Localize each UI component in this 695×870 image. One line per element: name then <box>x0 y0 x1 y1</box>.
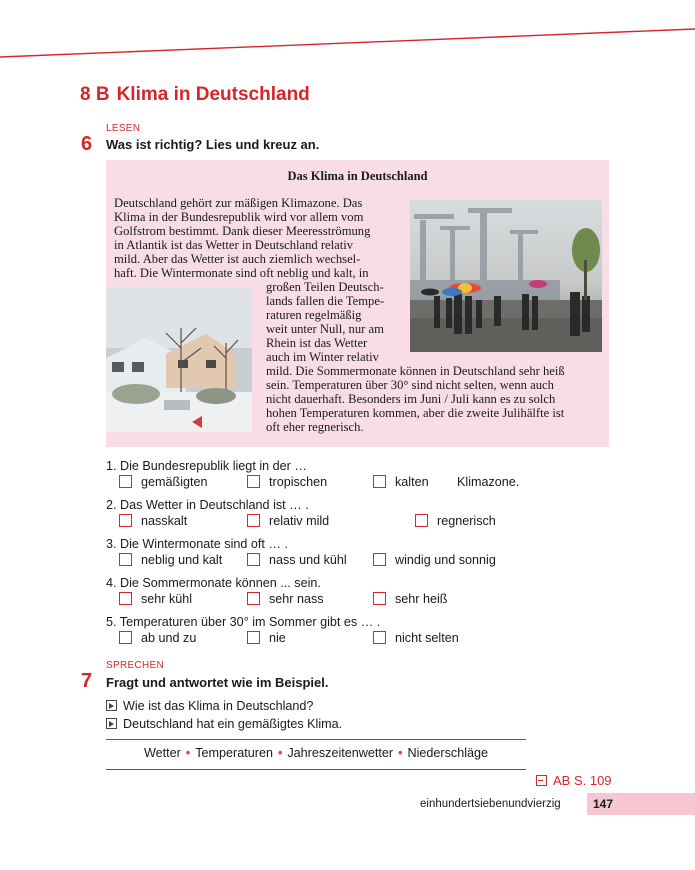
option-3c[interactable] <box>373 553 496 569</box>
bullet-icon: • <box>398 746 403 760</box>
arrow-box-icon <box>536 775 547 786</box>
text-line: oft eher regnerisch. <box>266 420 364 434</box>
option-label: sehr nass <box>269 592 324 606</box>
reading-title: Das Klima in Deutschland <box>287 169 428 183</box>
option-4b[interactable] <box>247 592 324 608</box>
option-1b[interactable] <box>247 475 327 491</box>
option-label: windig und sonnig <box>395 553 496 567</box>
checkbox[interactable] <box>373 592 386 605</box>
question-1-suffix: Klimazone. <box>457 475 520 489</box>
bullet-icon: • <box>277 746 283 760</box>
checkbox[interactable] <box>373 475 386 488</box>
option-label: sehr heiß <box>395 592 448 606</box>
word-bank <box>106 739 526 770</box>
text-line: in Atlantik ist das Wetter in Deutschland relativ <box>114 238 354 252</box>
question-3: 3. Die Wintermonate sind oft … . <box>106 537 288 551</box>
checkbox[interactable] <box>415 514 428 527</box>
option-label: neblig und kalt <box>141 553 223 567</box>
section-label-sprechen: SPRECHEN <box>106 660 164 671</box>
checkbox[interactable] <box>373 631 386 644</box>
word-item: Jahreszeitenwetter <box>287 746 394 760</box>
checkbox[interactable] <box>247 514 260 527</box>
text-line: lands fallen die Tempe- <box>266 294 385 308</box>
photo-snowy-street <box>106 288 252 432</box>
checkbox[interactable] <box>247 475 260 488</box>
checkbox[interactable] <box>119 631 132 644</box>
play-icon <box>106 718 117 729</box>
option-1a[interactable] <box>119 475 208 491</box>
photo-rainy-harbour <box>410 200 602 352</box>
unit-title <box>80 84 310 106</box>
page-number: 147 <box>593 797 614 811</box>
checkbox[interactable] <box>247 553 260 566</box>
option-label: sehr kühl <box>141 592 193 606</box>
text-line: Klima in der Bundesrepublik wird vor allem vom <box>114 210 364 224</box>
option-2a[interactable] <box>119 514 187 530</box>
text-line: großen Teilen Deutsch- <box>266 280 384 294</box>
option-label: kalten <box>395 475 429 489</box>
checkbox[interactable] <box>247 631 260 644</box>
exercise-number-7: 7 <box>81 670 93 692</box>
text-line: sein. Temperaturen über 30° sind nicht selten, wenn auch <box>266 378 554 392</box>
word-item: Niederschläge <box>407 746 489 760</box>
text-line: mild. Aber das Wetter ist auch ziemlich wechsel- <box>114 252 361 266</box>
example-answer-text: Deutschland hat ein gemäßigtes Klima. <box>123 717 343 731</box>
option-label: nicht selten <box>395 631 459 645</box>
option-3a[interactable] <box>119 553 222 569</box>
option-2b[interactable] <box>247 514 329 530</box>
text-line: mild. Die Sommermonate können in Deutschland sehr heiß <box>266 364 565 378</box>
unit-title-text: Klima in Deutschland <box>116 84 310 105</box>
text-line: auch im Winter relativ <box>266 350 379 364</box>
option-3b[interactable] <box>247 553 347 569</box>
play-icon <box>106 700 117 711</box>
question-1: 1. Die Bundesrepublik liegt in der … <box>106 459 307 473</box>
question-4: 4. Die Sommermonate können ... sein. <box>106 576 321 590</box>
text-line: Rhein ist das Wetter <box>266 336 368 350</box>
checkbox[interactable] <box>119 592 132 605</box>
option-5b[interactable] <box>247 631 286 647</box>
text-line: hohen Temperaturen kommen, aber die zweite Julihälfte ist <box>266 406 565 420</box>
workbook-reference <box>536 773 612 788</box>
checkbox[interactable] <box>373 553 386 566</box>
text-line: haft. Die Wintermonate sind oft neblig und kalt, in <box>114 266 369 280</box>
workbook-reference-text: AB S. 109 <box>553 773 612 788</box>
example-question-text: Wie ist das Klima in Deutschland? <box>123 699 314 713</box>
option-4a[interactable] <box>119 592 192 608</box>
header-rule <box>0 0 695 70</box>
exercise-number-6: 6 <box>81 133 93 155</box>
option-5c[interactable] <box>373 631 459 647</box>
text-line: nicht dauerhaft. Besonders im Juni / Juli kann es zu solch <box>266 392 556 406</box>
section-label-lesen: LESEN <box>106 123 141 134</box>
word-item: Wetter <box>143 746 181 760</box>
checkbox[interactable] <box>119 475 132 488</box>
option-label: regnerisch <box>437 514 496 528</box>
text-line: Deutschland gehört zur mäßigen Klimazone. Das <box>114 196 363 210</box>
option-label: nasskalt <box>141 514 188 528</box>
option-label: tropischen <box>269 475 328 489</box>
option-label: nass und kühl <box>269 553 347 567</box>
example-answer <box>106 717 342 731</box>
page-number-words: einhundertsiebenundvierzig <box>420 798 561 810</box>
example-question <box>106 699 313 713</box>
text-line: raturen regelmäßig <box>266 308 362 322</box>
exercise-7-instruction: Fragt und antwortet wie im Beispiel. <box>106 675 329 690</box>
text-line: Golfstrom bestimmt. Dank dieser Meeresströmung <box>114 224 371 238</box>
checkbox[interactable] <box>247 592 260 605</box>
option-label: ab und zu <box>141 631 197 645</box>
option-1c[interactable] <box>373 475 429 491</box>
option-label: relativ mild <box>269 514 330 528</box>
question-5: 5. Temperaturen über 30° im Sommer gibt es … . <box>106 615 381 629</box>
word-item: Temperaturen <box>195 746 273 760</box>
option-4c[interactable] <box>373 592 448 608</box>
exercise-6-instruction: Was ist richtig? Lies und kreuz an. <box>106 137 320 152</box>
text-line: weit unter Null, nur am <box>266 322 384 336</box>
option-label: gemäßigten <box>141 475 208 489</box>
question-2: 2. Das Wetter in Deutschland ist … . <box>106 498 309 512</box>
option-2c[interactable] <box>415 514 496 530</box>
option-label: nie <box>269 631 286 645</box>
bullet-icon: • <box>185 746 191 760</box>
reading-text-box <box>106 160 609 447</box>
unit-number: 8 B <box>80 84 110 105</box>
checkbox[interactable] <box>119 553 132 566</box>
option-5a[interactable] <box>119 631 196 647</box>
checkbox[interactable] <box>119 514 132 527</box>
